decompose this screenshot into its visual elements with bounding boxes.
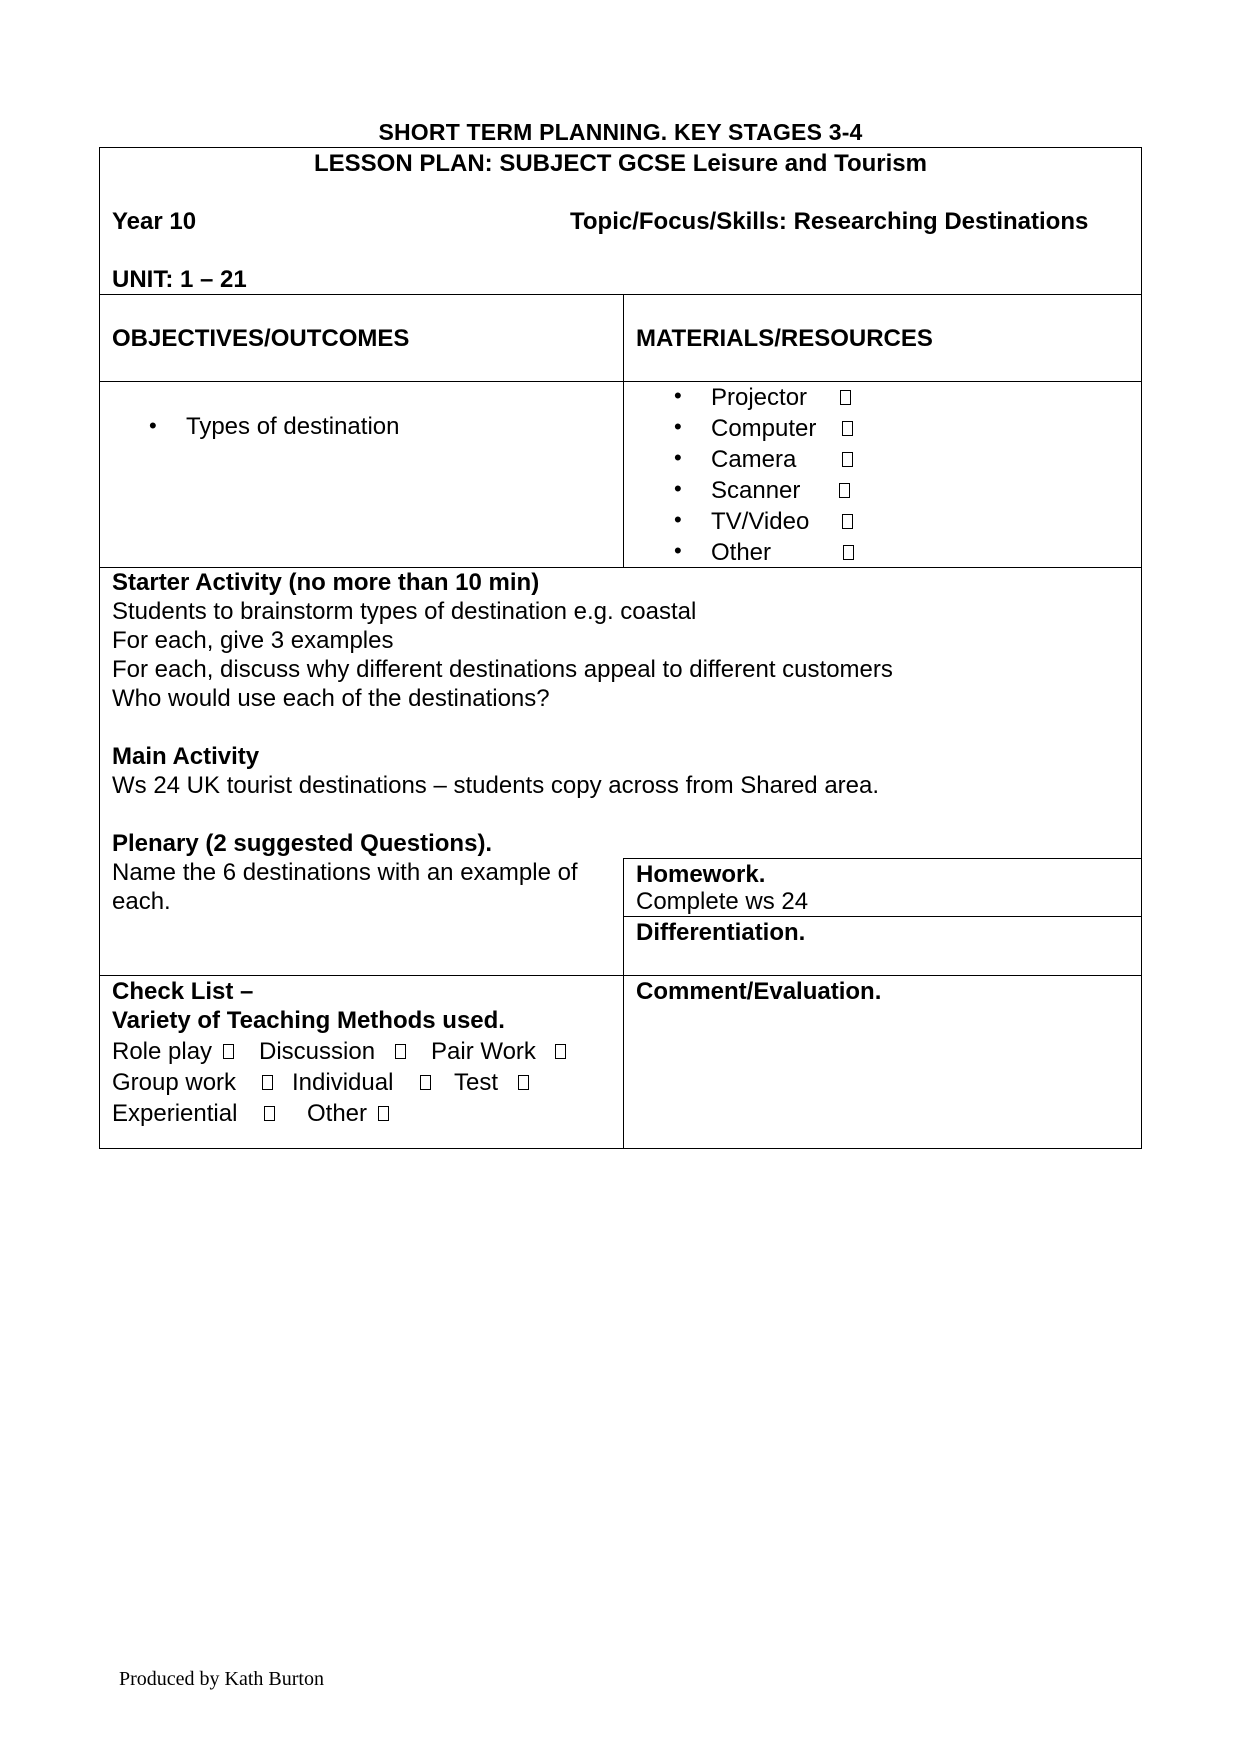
starter-line: Students to brainstorm types of destination e.g. coastal <box>112 598 697 625</box>
method-label: Group work <box>112 1069 237 1096</box>
bullet-icon: • <box>674 414 682 439</box>
material-item: Other <box>711 539 772 566</box>
divider <box>623 858 1142 859</box>
starter-line: For each, give 3 examples <box>112 627 394 654</box>
method-label: Pair Work <box>431 1038 536 1065</box>
method-label: Individual <box>292 1069 394 1096</box>
main-activity-text: Ws 24 UK tourist destinations – students copy across from Shared area. <box>112 772 880 799</box>
bullet-icon: • <box>674 538 682 563</box>
bullet-icon: • <box>674 383 682 408</box>
divider <box>99 294 1142 295</box>
divider <box>99 381 1142 382</box>
title-line-1: SHORT TERM PLANNING. KEY STAGES 3-4 <box>378 119 863 145</box>
bullet-icon: • <box>674 507 682 532</box>
homework-text: Complete ws 24 <box>636 888 809 915</box>
title-line-2: LESSON PLAN: SUBJECT GCSE Leisure and Tourism <box>314 150 927 177</box>
divider <box>99 975 1142 976</box>
divider <box>623 294 624 567</box>
checkbox-icon[interactable] <box>842 452 853 467</box>
checkbox-icon[interactable] <box>555 1044 566 1059</box>
method-label: Discussion <box>259 1038 376 1065</box>
plenary-heading: Plenary (2 suggested Questions). <box>112 830 493 857</box>
material-item: Camera <box>711 446 797 473</box>
checkbox-icon[interactable] <box>842 514 853 529</box>
bullet-icon: • <box>674 445 682 470</box>
material-item: Computer <box>711 415 817 442</box>
checkbox-icon[interactable] <box>262 1075 273 1090</box>
footer-credit: Produced by Kath Burton <box>119 1668 324 1690</box>
checkbox-icon[interactable] <box>264 1106 275 1121</box>
starter-line: Who would use each of the destinations? <box>112 685 550 712</box>
bullet-icon: • <box>149 413 157 438</box>
checkbox-icon[interactable] <box>395 1044 406 1059</box>
checkbox-icon[interactable] <box>839 483 850 498</box>
checklist-subheading: Variety of Teaching Methods used. <box>112 1007 505 1034</box>
unit-label: UNIT: 1 – 21 <box>112 266 247 293</box>
differentiation-heading: Differentiation. <box>636 919 806 946</box>
plenary-text: Name the 6 destinations with an example of <box>112 859 578 886</box>
method-label: Role play <box>112 1038 213 1065</box>
material-item: TV/Video <box>711 508 810 535</box>
checkbox-icon[interactable] <box>843 545 854 560</box>
materials-heading: MATERIALS/RESOURCES <box>636 325 933 352</box>
material-item: Projector <box>711 384 808 411</box>
method-label: Test <box>454 1069 499 1096</box>
method-label: Other <box>307 1100 368 1127</box>
checkbox-icon[interactable] <box>420 1075 431 1090</box>
method-label: Experiential <box>112 1100 238 1127</box>
checkbox-icon[interactable] <box>840 390 851 405</box>
bullet-icon: • <box>674 476 682 501</box>
checklist-heading: Check List – <box>112 978 254 1005</box>
checkbox-icon[interactable] <box>378 1106 389 1121</box>
comment-heading: Comment/Evaluation. <box>636 978 882 1005</box>
divider <box>623 916 1142 917</box>
main-activity-heading: Main Activity <box>112 743 260 770</box>
starter-heading: Starter Activity (no more than 10 min) <box>112 569 540 596</box>
plenary-text: each. <box>112 888 171 915</box>
divider <box>623 858 624 1149</box>
checkbox-icon[interactable] <box>842 421 853 436</box>
checkbox-icon[interactable] <box>518 1075 529 1090</box>
checkbox-icon[interactable] <box>223 1044 234 1059</box>
starter-line: For each, discuss why different destinations appeal to different customers <box>112 656 893 683</box>
material-item: Scanner <box>711 477 801 504</box>
objective-item: Types of destination <box>186 413 400 440</box>
topic-label: Topic/Focus/Skills: Researching Destinations <box>570 208 1089 235</box>
year-label: Year 10 <box>112 208 197 235</box>
homework-heading: Homework. <box>636 861 766 888</box>
objectives-heading: OBJECTIVES/OUTCOMES <box>112 325 410 352</box>
